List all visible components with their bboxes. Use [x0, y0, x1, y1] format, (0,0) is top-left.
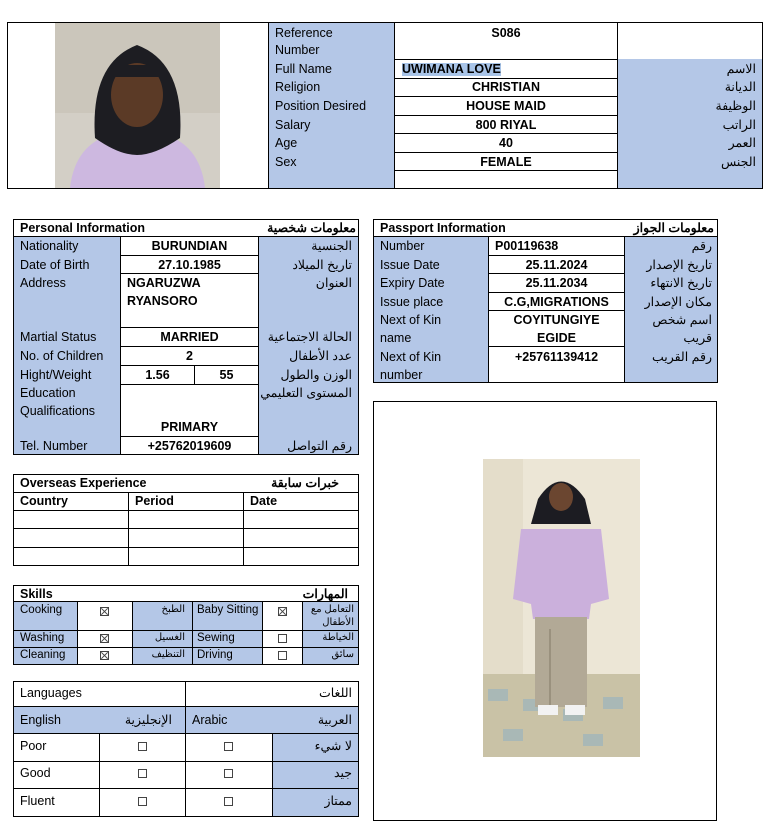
weight-value: 55	[219, 368, 234, 382]
personal-title-ar: معلومات شخصية	[267, 221, 356, 235]
marital-label: Martial Status	[20, 330, 97, 344]
skill-cooking: Cooking	[20, 604, 63, 616]
reference-label: Reference	[275, 26, 333, 40]
sex-label: Sex	[275, 155, 297, 169]
reference-label-2: Number	[275, 43, 320, 57]
address-label: Address	[20, 276, 66, 290]
nationality-ar: الجنسية	[311, 239, 352, 253]
kin-name-value: COYITUNGIYE	[513, 313, 600, 327]
position-label: Position Desired	[275, 99, 367, 113]
passport-number-label: Number	[380, 239, 425, 253]
height-weight-ar: الوزن والطول	[280, 368, 352, 382]
age-label: Age	[275, 136, 298, 150]
skill-washing: Washing	[20, 632, 65, 644]
kin-name-ar: اسم شخص	[652, 313, 712, 327]
overseas-title: Overseas Experience	[20, 476, 147, 490]
children-label: No. of Children	[20, 349, 104, 363]
personal-title: Personal Information	[20, 221, 146, 235]
skill-baby-sitting-ar: التعامل مع	[310, 604, 354, 615]
address-line-2: RYANSORO	[127, 294, 198, 308]
overseas-col-country: Country	[20, 494, 68, 508]
salary-value: 800 RIYAL	[475, 118, 537, 132]
children-value: 2	[186, 349, 193, 363]
skill-cleaning: Cleaning	[20, 649, 66, 661]
portrait-photo	[55, 23, 220, 188]
dob-value: 27.10.1985	[158, 258, 221, 272]
tel-value: +25762019609	[147, 439, 232, 453]
arabic-ar: العربية	[317, 713, 352, 727]
skills-title: Skills	[20, 587, 53, 601]
skill-cleaning-ar: التنظيف	[151, 649, 185, 660]
sex-value: FEMALE	[480, 155, 532, 169]
kin-number-label-2: number	[380, 368, 423, 382]
washing-checkbox[interactable]	[100, 634, 109, 643]
portrait-image	[55, 23, 220, 188]
overseas-col-period: Period	[135, 494, 174, 508]
passport-number-value: P00119638	[495, 239, 559, 253]
passport-title-ar: معلومات الجواز	[633, 221, 714, 235]
skill-baby-sitting: Baby Sitting	[197, 604, 259, 616]
marital-ar: الحالة الاجتماعية	[267, 330, 352, 344]
age-value: 40	[499, 136, 513, 150]
skills-title-ar: المهارات	[302, 587, 348, 601]
english-poor-checkbox[interactable]	[138, 742, 147, 751]
skill-driving: Driving	[197, 649, 233, 661]
skill-sewing: Sewing	[197, 632, 235, 644]
level-poor-ar: لا شيء	[314, 739, 352, 753]
salary-ar: الراتب	[722, 118, 756, 132]
height-weight-label: Hight/Weight	[20, 368, 92, 382]
overseas-col-date: Date	[250, 494, 278, 508]
expiry-date-label: Expiry Date	[380, 276, 445, 290]
english-fluent-checkbox[interactable]	[138, 797, 147, 806]
issue-date-value: 25.11.2024	[525, 258, 588, 272]
expiry-date-ar: تاريخ الانتهاء	[650, 276, 712, 290]
dob-ar: تاريخ الميلاد	[292, 258, 352, 272]
full-name-label: Full Name	[275, 62, 332, 76]
level-fluent: Fluent	[20, 794, 55, 808]
english-label: English	[20, 713, 61, 727]
cleaning-checkbox[interactable]	[100, 651, 109, 660]
age-ar: العمر	[728, 136, 756, 150]
english-good-checkbox[interactable]	[138, 769, 147, 778]
kin-name-value-2: EGIDE	[537, 331, 576, 345]
kin-number-value: +25761139412	[514, 350, 599, 364]
english-ar: الإنجليزية	[124, 713, 172, 727]
dob-label: Date of Birth	[20, 258, 90, 272]
education-ar: المستوى التعليمي	[260, 386, 352, 400]
skill-baby-sitting-ar-2: الأطفال	[322, 617, 354, 628]
religion-value: CHRISTIAN	[471, 80, 541, 94]
languages-title: Languages	[20, 686, 82, 700]
skill-washing-ar: الغسيل	[154, 632, 185, 643]
education-label: Education	[20, 386, 76, 400]
passport-title: Passport Information	[380, 221, 506, 235]
level-good-ar: جيد	[333, 766, 352, 780]
position-ar: الوظيفة	[715, 99, 756, 113]
address-line-1: NGARUZWA	[127, 276, 201, 290]
baby-sitting-checkbox[interactable]	[278, 607, 287, 616]
passport-number-ar: رقم	[691, 239, 712, 253]
nationality-label: Nationality	[20, 239, 79, 253]
cooking-checkbox[interactable]	[100, 607, 109, 616]
kin-name-label-2: name	[380, 331, 412, 345]
level-good: Good	[20, 766, 51, 780]
sex-ar: الجنس	[720, 155, 756, 169]
reference-value: S086	[491, 26, 521, 40]
full-name-ar: الاسم	[726, 62, 756, 76]
issue-place-value: C.G,MIGRATIONS	[504, 295, 609, 309]
overseas-title-ar: خبرات سابقة	[271, 476, 339, 490]
children-ar: عدد الأطفال	[289, 349, 352, 363]
arabic-label: Arabic	[192, 713, 228, 727]
education-label-2: Qualifications	[20, 404, 96, 418]
education-value: PRIMARY	[160, 420, 219, 434]
marital-value: MARRIED	[160, 330, 219, 344]
kin-number-label: Next of Kin	[380, 350, 442, 364]
issue-place-label: Issue place	[380, 295, 444, 309]
arabic-fluent-checkbox[interactable]	[224, 797, 233, 806]
skill-sewing-ar: الخياطة	[322, 632, 354, 643]
position-value: HOUSE MAID	[466, 99, 546, 113]
kin-number-ar: رقم القريب	[651, 350, 712, 364]
issue-date-label: Issue Date	[380, 258, 440, 272]
skill-driving-ar: سائق	[331, 649, 354, 660]
full-body-photo	[483, 459, 640, 757]
kin-name-label: Next of Kin	[380, 313, 442, 327]
expiry-date-value: 25.11.2034	[525, 276, 588, 290]
sewing-checkbox[interactable]	[278, 634, 287, 643]
full-name-value: UWIMANA LOVE	[402, 62, 501, 76]
skill-cooking-ar: الطبخ	[161, 604, 185, 615]
issue-place-ar: مكان الإصدار	[644, 295, 712, 309]
tel-label: Tel. Number	[20, 439, 88, 453]
level-fluent-ar: ممتاز	[324, 794, 352, 808]
tel-ar: رقم التواصل	[287, 439, 352, 453]
nationality-value: BURUNDIAN	[151, 239, 228, 253]
kin-name-ar-2: قريب	[683, 331, 712, 345]
height-value: 1.56	[145, 368, 170, 382]
arabic-poor-checkbox[interactable]	[224, 742, 233, 751]
religion-label: Religion	[275, 80, 321, 94]
driving-checkbox[interactable]	[278, 651, 287, 660]
salary-label: Salary	[275, 118, 311, 132]
religion-ar: الديانة	[724, 80, 756, 94]
full-body-image	[483, 459, 640, 757]
address-ar: العنوان	[315, 276, 352, 290]
level-poor: Poor	[20, 739, 47, 753]
issue-date-ar: تاريخ الإصدار	[646, 258, 712, 272]
languages-title-ar: اللغات	[318, 686, 352, 700]
arabic-good-checkbox[interactable]	[224, 769, 233, 778]
